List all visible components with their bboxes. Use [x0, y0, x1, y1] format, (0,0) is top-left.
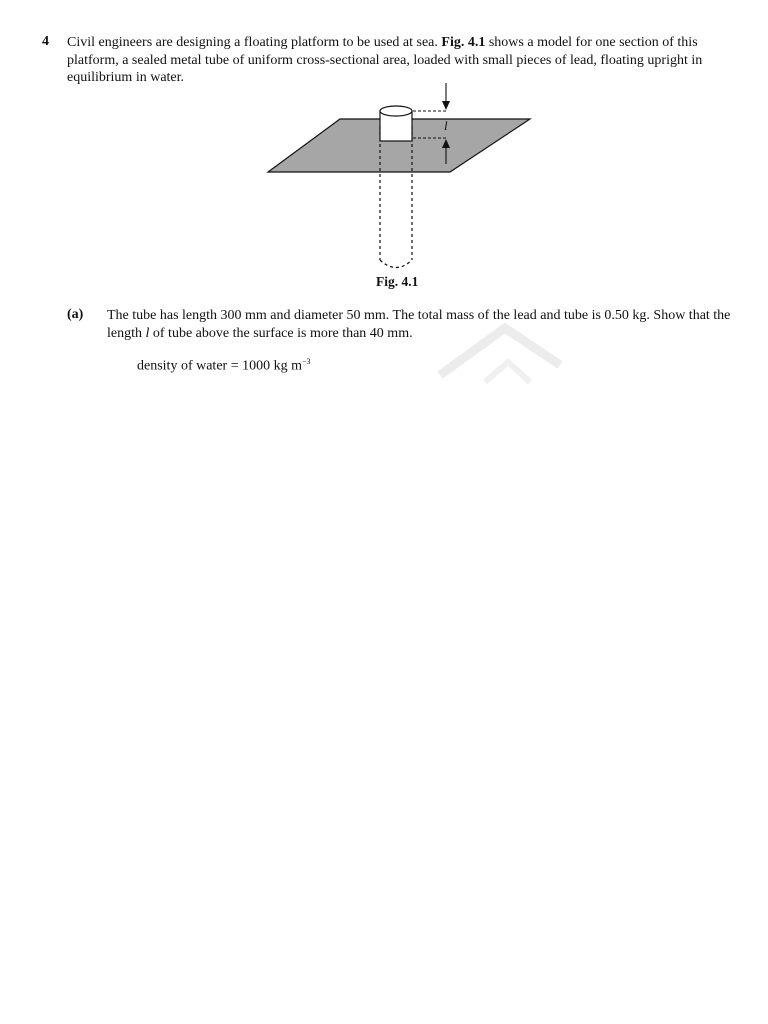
density-exponent: −3 — [301, 357, 311, 366]
l-label: l — [444, 118, 448, 133]
part-a-label: (a) — [67, 307, 84, 322]
question-number: 4 — [42, 34, 49, 49]
l-symbol: l — [145, 325, 150, 341]
density-text: density of water = 1000 kg m — [137, 358, 302, 374]
submerged-tube-bottom — [380, 260, 412, 268]
tube-diagram — [260, 80, 550, 280]
figure-caption: Fig. 4.1 — [376, 274, 419, 289]
part-a-text-2: of tube above the surface is more than 40 mm. — [149, 325, 413, 341]
tube-top — [380, 106, 412, 116]
figure-4-1 — [260, 80, 550, 280]
fig-reference: Fig. 4.1 — [441, 35, 486, 50]
stem-text-1: Civil engineers are designing a floating platform to be used at sea. — [67, 35, 442, 50]
part-a-text — [107, 307, 747, 342]
arrow-down-head — [442, 101, 450, 110]
density-given — [137, 357, 311, 375]
stem-text-2: shows a model for one section of this platform, a sealed metal tube of uniform cross-sectional area, loaded with small pieces of lead, floating upright in equilibrium in water. — [67, 35, 703, 85]
question-stem — [67, 34, 739, 87]
part-a-text-1: The tube has length 300 mm and diameter 50 mm. The total mass of the lead and tube is 0.50 kg. Show that the length — [107, 308, 731, 341]
